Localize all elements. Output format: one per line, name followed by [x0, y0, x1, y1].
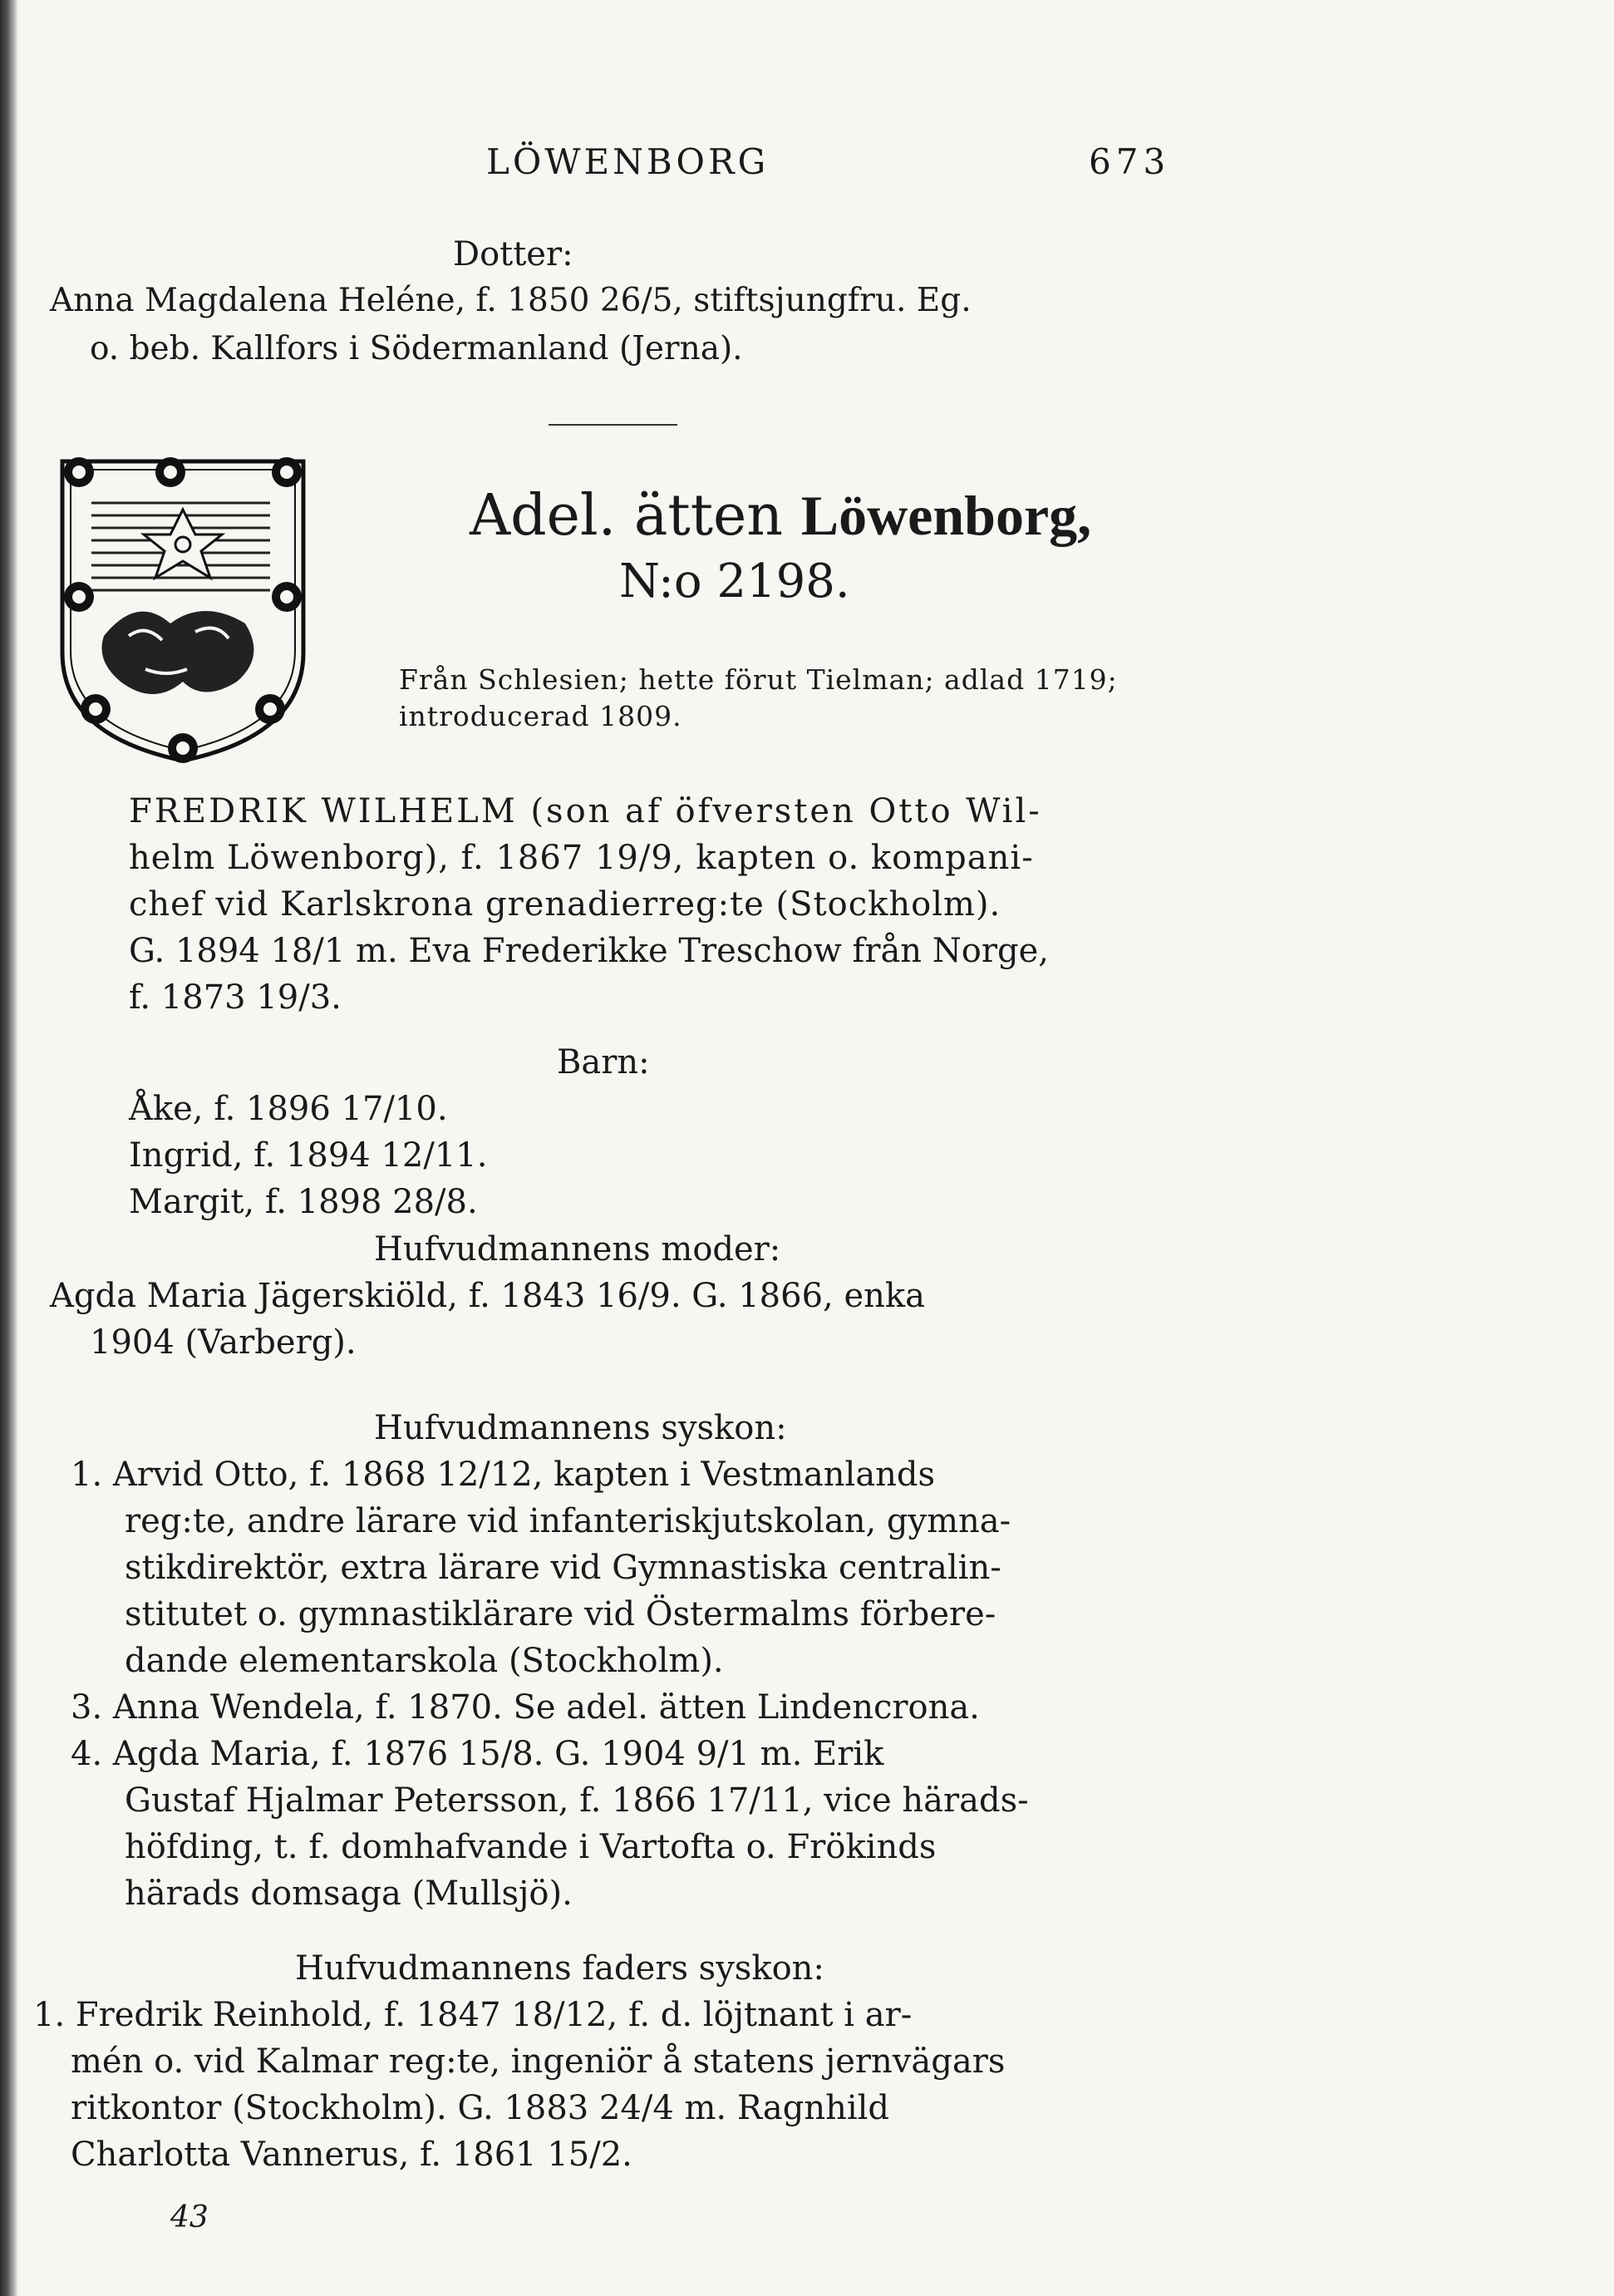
family-title-prefix: Adel. ätten	[470, 483, 784, 549]
main-entry	[129, 788, 1201, 1021]
children-heading: Barn:	[557, 1043, 650, 1081]
main-line-5: f. 1873 19/3.	[129, 978, 342, 1017]
sibling-1-line-3: stikdirektör, extra lärare vid Gymnastiska centralin-	[125, 1549, 1001, 1587]
father-sibling-line-3: ritkontor (Stockholm). G. 1883 24/4 m. Ragnhild	[71, 2089, 890, 2127]
sibling-4-line-3: höfding, t. f. domhafvande i Vartofta o. Frökinds	[125, 1828, 937, 1866]
mother-entry	[50, 1273, 925, 1366]
child-item: Åke, f. 1896 17/10.	[129, 1090, 448, 1128]
sibling-4-line-1: 4. Agda Maria, f. 1876 15/8. G. 1904 9/1 m. Erik	[71, 1735, 884, 1773]
sibling-4-line-2: Gustaf Hjalmar Petersson, f. 1866 17/11, vice härads-	[125, 1781, 1029, 1820]
section-heading-dotter: Dotter:	[453, 235, 573, 273]
mother-line-2: 1904 (Varberg).	[90, 1323, 357, 1362]
family-origin: Från Schlesien; hette förut Tielman; adlad 1719; introducerad 1809.	[399, 663, 1118, 732]
siblings-heading: Hufvudmannens syskon:	[374, 1409, 787, 1447]
sibling-1-line-1: 1. Arvid Otto, f. 1868 12/12, kapten i Vestmanlands	[71, 1456, 936, 1494]
separator-rule	[549, 424, 677, 426]
main-line-4: G. 1894 18/1 m. Eva Frederikke Treschow från Norge,	[129, 932, 1049, 970]
father-siblings-heading: Hufvudmannens faders syskon:	[295, 1949, 824, 1988]
mother-heading: Hufvudmannens moder:	[374, 1230, 781, 1269]
sibling-1-line-2: reg:te, andre lärare vid infanteriskjutskolan, gymna-	[125, 1502, 1011, 1540]
sibling-1-line-4: stitutet o. gymnastiklärare vid Östermalms förbere-	[125, 1595, 996, 1633]
top-line-1: Anna Magdalena Heléne, f. 1850 26/5, stiftsjungfru. Eg.	[50, 282, 972, 319]
father-sibling-line-1: 1. Fredrik Reinhold, f. 1847 18/12, f. d. löjtnant i ar-	[33, 1996, 913, 2034]
siblings-list	[71, 1451, 1029, 1917]
sibling-1-line-5: dande elementarskola (Stockholm).	[125, 1642, 724, 1680]
page-number: 673	[1089, 141, 1171, 182]
top-line-2: o. beb. Kallfors i Södermanland (Jerna).	[90, 330, 743, 367]
father-siblings-list	[33, 1992, 1005, 2178]
main-line-2: helm Löwenborg), f. 1867 19/9, kapten o. kompani-	[129, 839, 1034, 877]
father-sibling-line-4: Charlotta Vannerus, f. 1861 15/2.	[71, 2136, 632, 2174]
running-title: LÖWENBORG	[486, 141, 770, 182]
sibling-4-line-4: härads domsaga (Mullsjö).	[125, 1875, 573, 1913]
children-list	[129, 1086, 487, 1225]
child-item: Ingrid, f. 1894 12/11.	[129, 1136, 488, 1175]
family-name: Löwenborg,	[800, 484, 1092, 547]
signature-mark: 43	[170, 2200, 209, 2234]
child-item: Margit, f. 1898 28/8.	[129, 1183, 478, 1221]
main-line-1: FREDRIK WILHELM (son af öfversten Otto Wil-	[129, 792, 1042, 830]
coat-of-arms-shield	[46, 445, 320, 765]
family-number: N:o 2198.	[619, 554, 850, 608]
page-edge-shadow	[0, 0, 18, 2296]
main-line-3: chef vid Karlskrona grenadierreg:te (Stockholm).	[129, 885, 1001, 924]
family-title	[470, 482, 1091, 549]
father-sibling-line-2: mén o. vid Kalmar reg:te, ingeniör å statens jernvägars	[71, 2042, 1006, 2081]
mother-line-1: Agda Maria Jägerskiöld, f. 1843 16/9. G. 1866, enka	[50, 1277, 925, 1315]
sibling-3-line-1: 3. Anna Wendela, f. 1870. Se adel. ätten Lindencrona.	[71, 1688, 980, 1727]
